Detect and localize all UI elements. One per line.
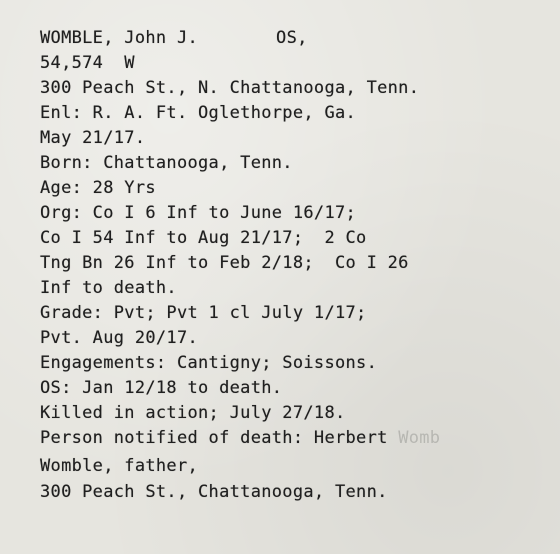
organization-line-3: Tng Bn 26 Inf to Feb 2/18; Co I 26 bbox=[40, 253, 409, 273]
age: Age: 28 Yrs bbox=[40, 178, 156, 198]
overseas-service: OS: Jan 12/18 to death. bbox=[40, 378, 283, 398]
notified-person bbox=[40, 430, 440, 447]
notified-faded-text: Womb bbox=[398, 428, 441, 448]
birthplace: Born: Chattanooga, Tenn. bbox=[40, 153, 293, 173]
grade-line-2: Pvt. Aug 20/17. bbox=[40, 328, 199, 348]
organization-line-2: Co I 54 Inf to Aug 21/17; 2 Co bbox=[40, 228, 367, 248]
organization-line-1: Org: Co I 6 Inf to June 16/17; bbox=[40, 203, 357, 223]
organization-line-4: Inf to death. bbox=[40, 278, 177, 298]
enlistment-place: Enl: R. A. Ft. Oglethorpe, Ga. bbox=[40, 103, 357, 123]
home-address: 300 Peach St., N. Chattanooga, Tenn. bbox=[40, 78, 420, 98]
killed-in-action: Killed in action; July 27/18. bbox=[40, 403, 346, 423]
grade-line-1: Grade: Pvt; Pvt 1 cl July 1/17; bbox=[40, 303, 367, 323]
relation: Womble, father, bbox=[40, 456, 199, 476]
service-number: 54,574 W bbox=[40, 53, 135, 73]
name-line bbox=[40, 30, 308, 47]
overseas-status: OS, bbox=[276, 28, 308, 48]
enlistment-date: May 21/17. bbox=[40, 128, 146, 148]
soldier-name: WOMBLE, John J. bbox=[40, 28, 199, 48]
relation-address: 300 Peach St., Chattanooga, Tenn. bbox=[40, 482, 388, 502]
engagements: Engagements: Cantigny; Soissons. bbox=[40, 353, 378, 373]
notified-text: Person notified of death: Herbert bbox=[40, 428, 388, 448]
